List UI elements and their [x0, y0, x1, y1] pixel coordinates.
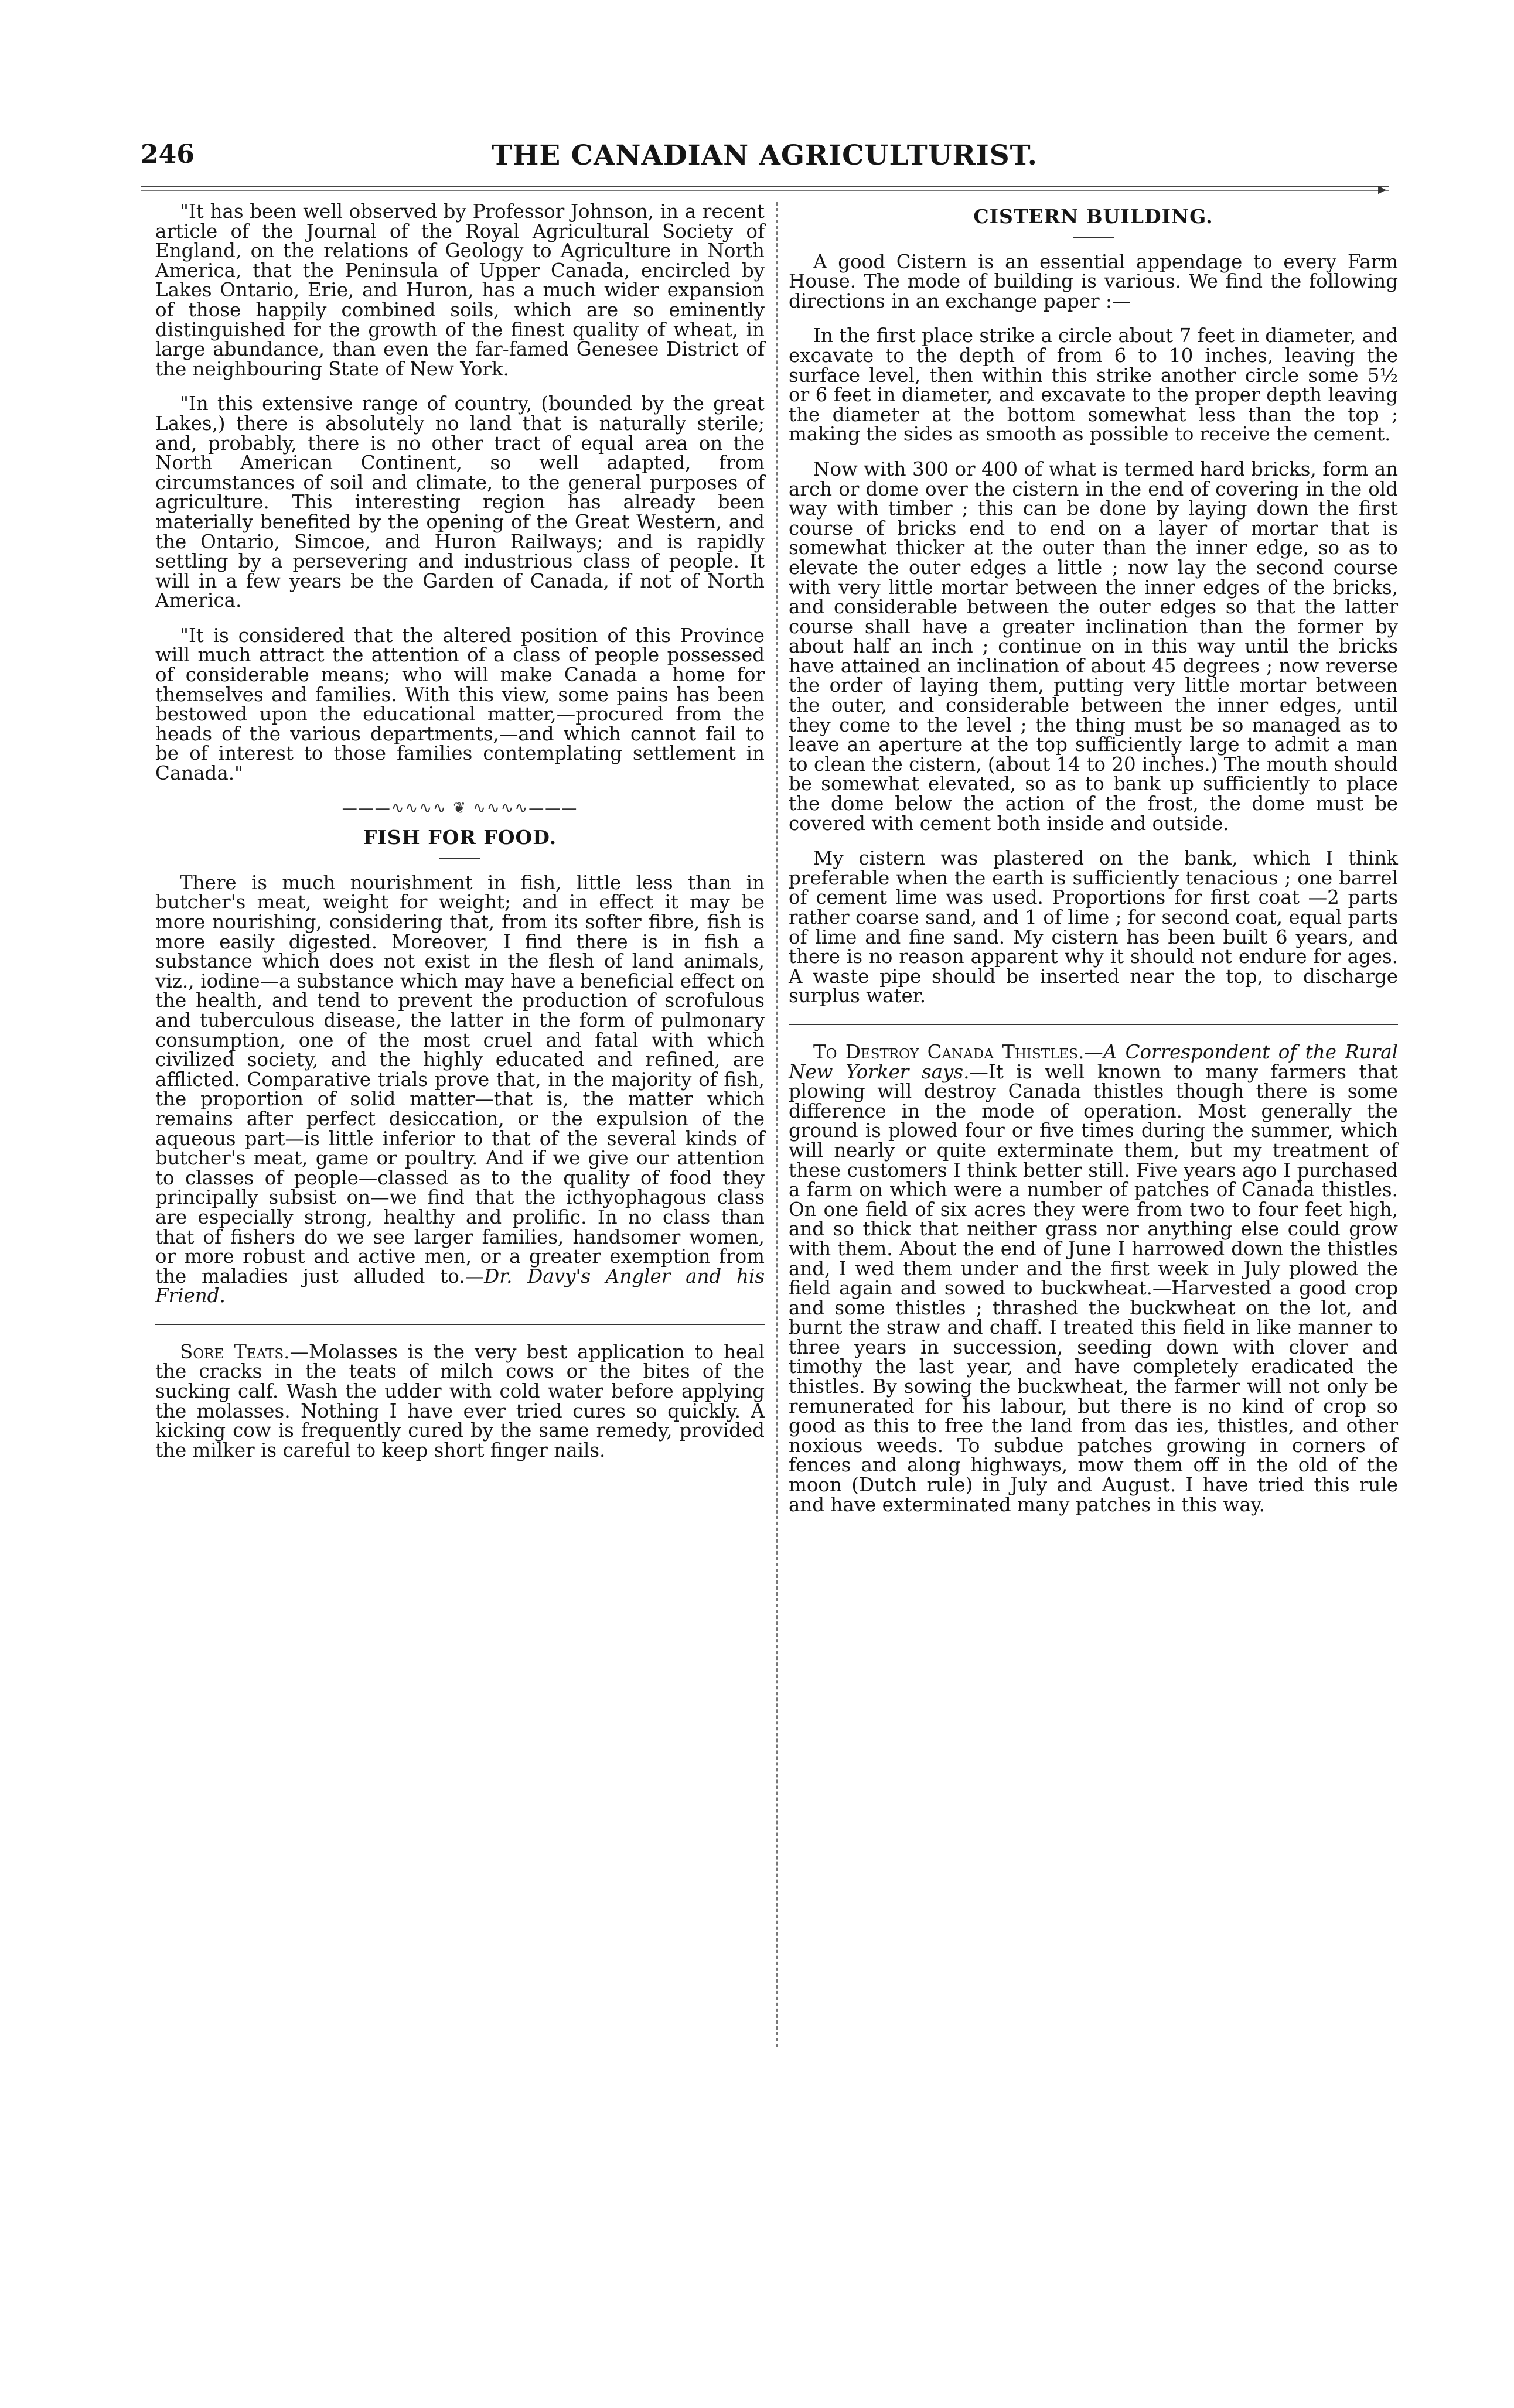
header-rule	[141, 186, 1389, 191]
item-lead: To Destroy Canada Thistles.	[813, 1040, 1085, 1063]
section-heading: FISH FOR FOOD.	[363, 826, 557, 849]
source-attribution: —Dr. Davy's Angler and his Friend.	[155, 1265, 765, 1307]
correspondent-line: —A Correspondent of the Rural New Yorker says.—	[789, 1040, 1399, 1083]
article-paragraph: A good Cistern is an essential appendage to every Farm House. The mode of building is various. We find the following directions in an exchange paper :—	[789, 250, 1398, 312]
left-column	[155, 202, 765, 1475]
article-paragraph: My cistern was plastered on the bank, which I think preferable when the earth is sufficiently tenacious ; one barrel of cement lime was used. Proportions for first coat —2 parts rather coarse sand, and 1 of lime ; for second coat, equal parts of lime and fine sand. My cistern has been built 6 years, and there is no reason apparent why it should not endure for ages. A waste pipe should be inserted near the top, to discharge surplus water.	[789, 847, 1398, 1007]
header-rule-arrow-icon: ▶	[1378, 183, 1386, 196]
article-paragraph	[789, 1040, 1399, 1516]
article-paragraph: "In this extensive range of country, (bounded by the great Lakes,) there is absolutely no land that is naturally sterile; and, probably, there is no other tract of equal area on the North American Continent, so well adapted, from circumstances of soil and climate, to the general purposes of agriculture. This interesting region has already been materially benefited by the opening of the Great Western, and the Ontario, Simcoe, and Huron Railways; and is rapidly settling by a persevering and industrious class of people. It will in a few years be the Garden of Canada, if not of North America.	[155, 392, 765, 612]
item-body: It is well known to many farmers that plowing will destroy Canada thistles though there is some difference in the mode of operation. Most generally the ground is plowed four or five times during the summer, which will nearly or quite exterminate them, but my treatment of these customers I think better still. Five years ago I purchased a farm on which were a number of patches of Canada thistles. On one field of six acres they were from two to four feet high, and so thick that neither grass nor anything else could grow with them. About the end of June I harrowed down the thistles and, I wed them under and the first week in July plowed the field again and sowed to buckwheat.—Harvested a good crop and some thistles ; thrashed the buckwheat on the lot, and burnt the straw and chaff. I treated this field in like manner to three years in succession, seeding down with clover and timothy the last year, and have completely eradicated the thistles. By sowing the buckwheat, the farmer will not only be remunerated for his labour, but there is no kind of crop so good as this to free the land from das ies, thistles, and other noxious weeds. To subdue patches growing in corners of fences and along highways, mow them off in the old of the moon (Dutch rule) in July and August. I have tried this rule and have exterminated many patches in this way.	[789, 1060, 1398, 1516]
fish-body: There is much nourishment in fish, little less than in butcher's meat, weight for weight; and in effect it may be more nourishing, considering that, from its softer fibre, fish is more easily digested. Moreover, I find there is in fish a substance which does not exist in the flesh of land animals, viz., iodine—a substance which may have a beneficial effect on the health, and tend to prevent the production of scrofulous and tuberculous disease, the latter in the form of pulmonary consumption, one of the most cruel and fatal with which civilized society, and the highly educated and refined, are afflicted. Comparative trials prove that, in the majority of fish, the proportion of solid matter—that is, the matter which remains after perfect desiccation, or the expulsion of the aqueous part—is little inferior to that of the several kinds of butcher's meat, game or poultry. And if we give our attention to classes of people—classed as to the quality of food they principally subsist on—we find that the icthyophagous class are especially strong, healthy and prolific. In no class than that of fishers do we see larger families, handsomer women, or more robust and active men, or a greater exemption from the maladies just alluded to.	[155, 871, 765, 1287]
article-paragraph: "It has been well observed by Professor Johnson, in a recent article of the Journal of the Royal Agricultural Society of England, on the relations of Geology to Agriculture in North America, that the Peninsula of Upper Canada, encircled by Lakes Ontario, Erie, and Huron, has a much wider expansion of those happily combined soils, which are so eminently distinguished for the growth of the finest quality of wheat, in large abundance, than even the far-famed Genesee District of the neighbouring State of New York.	[155, 200, 765, 380]
section-heading: CISTERN BUILDING.	[973, 205, 1213, 228]
article-paragraph	[155, 1340, 765, 1461]
article-paragraph	[155, 873, 765, 1306]
section-rule	[155, 1324, 765, 1325]
item-lead: Sore Teats.	[180, 1340, 290, 1363]
right-column	[789, 202, 1398, 1530]
heading-rule	[439, 858, 480, 859]
article-paragraph: In the first place strike a circle about 7 feet in diameter, and excavate to the depth of from 6 to 10 inches, leaving the surface level, then within this strike another circle some 5½ or 6 feet in diameter, and excavate to the proper depth leaving the diameter at the bottom somewhat less than the top ; making the sides as smooth as possible to receive the cement.	[789, 325, 1398, 446]
heading-rule	[1073, 237, 1114, 238]
ornament-divider: ———∿∿∿∿ ❦ ∿∿∿∿———	[342, 799, 578, 817]
page-header	[141, 139, 1389, 180]
item-body: —Molasses is the very best application to heal the cracks in the teats of milch cows or the bites of the sucking calf. Wash the udder with cold water before applying the molasses. Nothing I have ever tried cures so quickly. A kicking cow is frequently cured by the same remedy, provided the milker is careful to keep short finger nails.	[155, 1340, 765, 1461]
page-title: THE CANADIAN AGRICULTURIST.	[492, 139, 1038, 172]
column-divider	[776, 202, 778, 2047]
section-rule	[789, 1024, 1398, 1025]
article-paragraph: "It is considered that the altered position of this Province will much attract the attention of a class of people possessed of considerable means; who will make Canada a home for themselves and families. With this view, some pains has been bestowed upon the educational matter,—procured from the heads of the various departments,—and which cannot fail to be of interest to those families contemplating settlement in Canada."	[155, 624, 765, 785]
page-number: 246	[141, 139, 195, 169]
article-paragraph: Now with 300 or 400 of what is termed hard bricks, form an arch or dome over the cistern in the end of covering in the old way with timber ; this can be done by laying down the first course of bricks end to end on a layer of mortar that is somewhat thicker at the outer than the inner edge, so as to elevate the outer edges a little ; now lay the second course with very little mortar between the inner edges of the bricks, and considerable between the outer edges so that the latter course shall have a greater inclination than the former by about half an inch ; continue on in this way until the bricks have attained an inclination of about 45 degrees ; now reverse the order of laying them, putting very little mortar between the outer, and considerable between the inner edges, until they come to the level ; the thing must be so managed as to leave an aperture at the top sufficiently large to admit a man to clean the cistern, (about 14 to 20 inches.) The mouth should be somewhat elevated, so as to bank up sufficiently to place the dome below the action of the frost, the dome must be covered with cement both inside and outside.	[789, 457, 1398, 835]
